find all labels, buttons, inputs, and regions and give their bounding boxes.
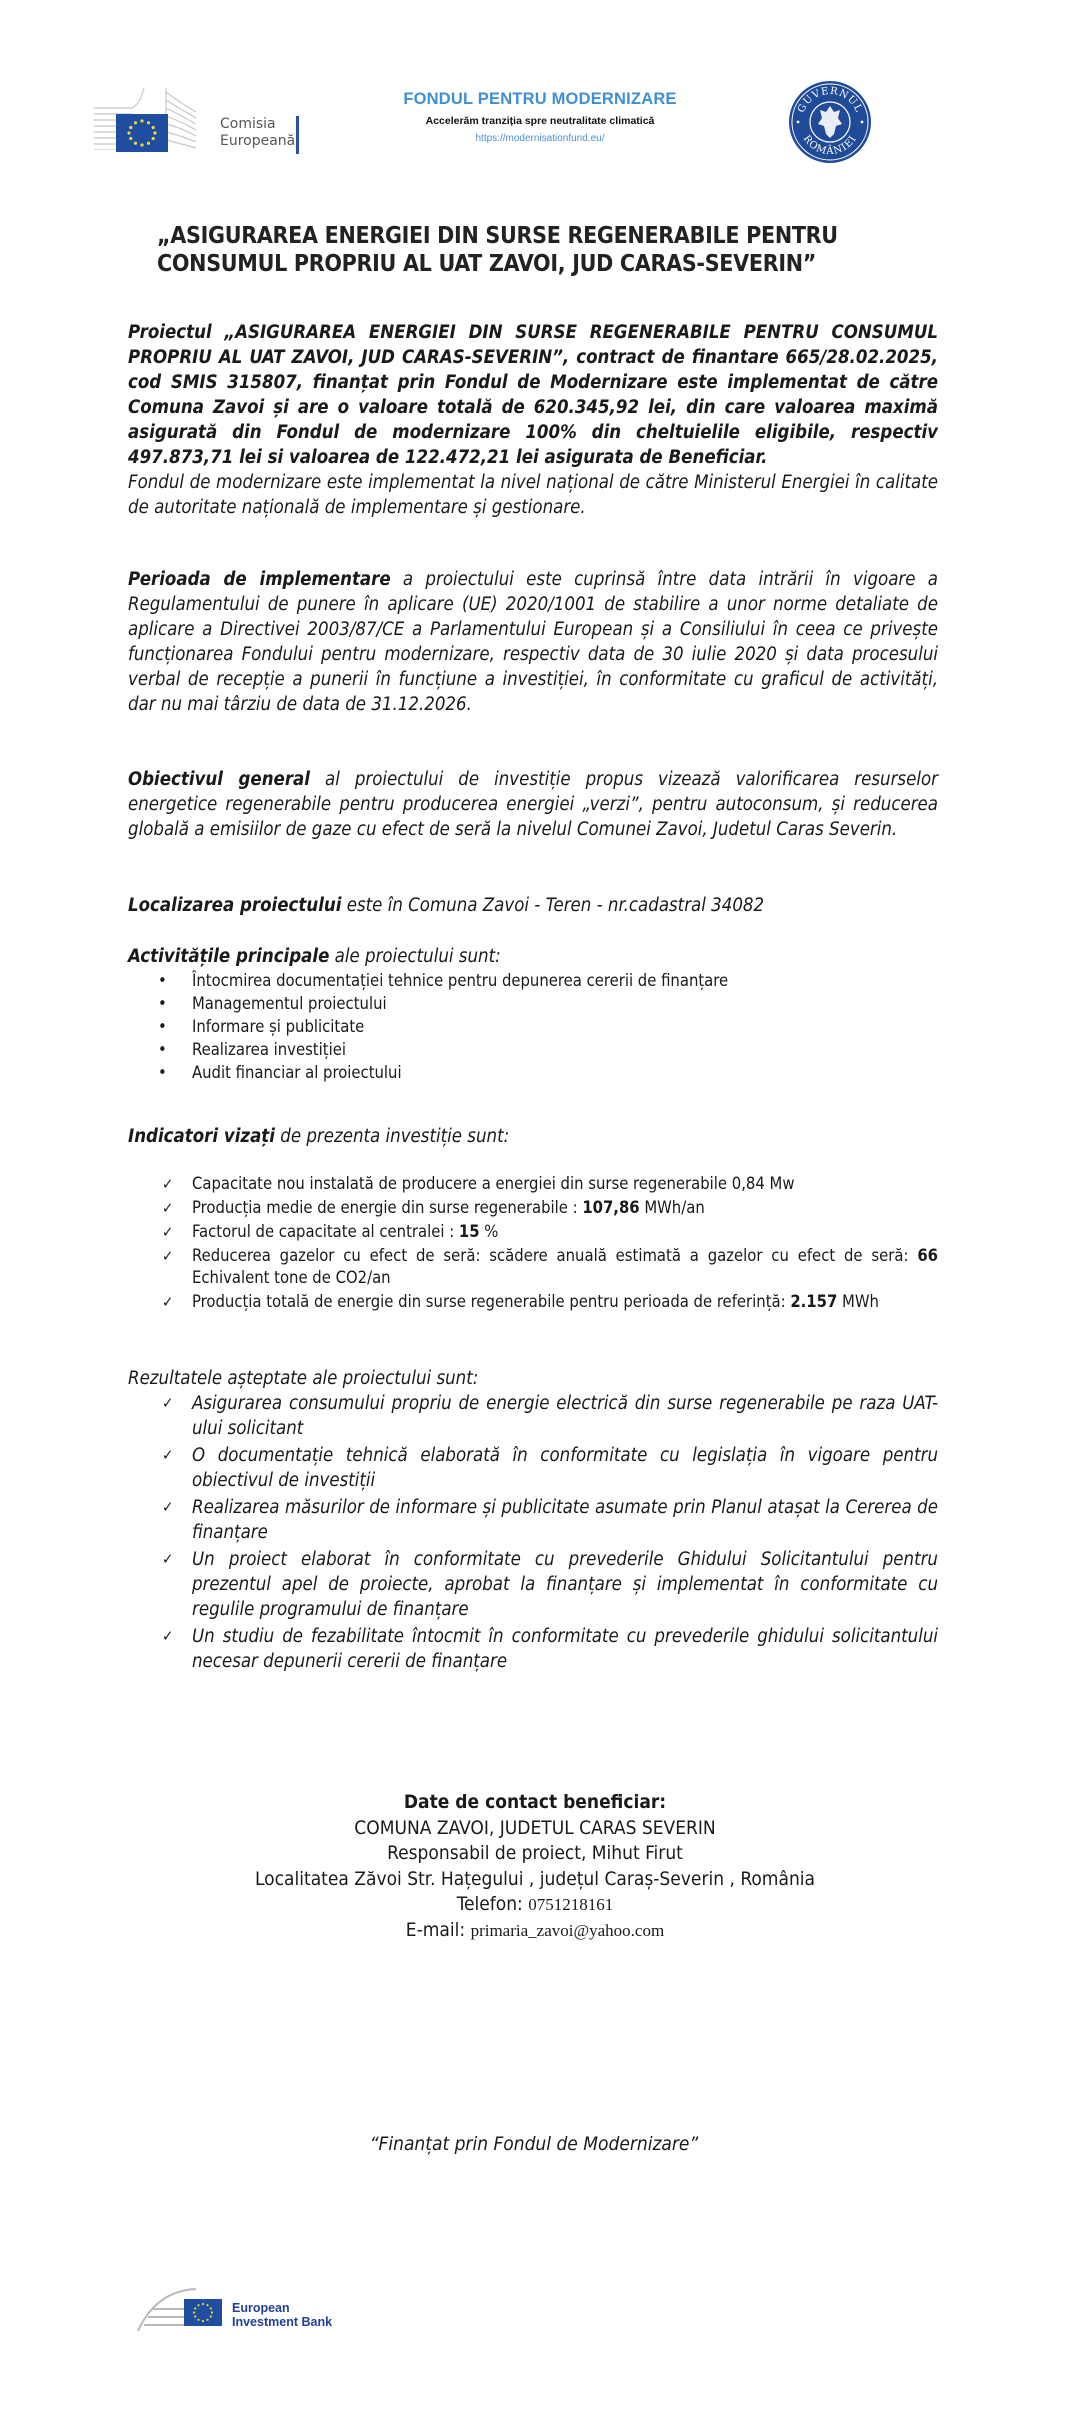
location-text: este în Comuna Zavoi - Teren - nr.cadastral 34082 [341, 895, 765, 916]
list-item: • Managementul proiectului [158, 994, 387, 1013]
fund-url-link[interactable]: https://modernisationfund.eu/ [475, 133, 605, 144]
location-section [128, 893, 938, 918]
list-item: ✓ O documentație tehnică elaborată în conformitate cu legislația în vigoare pentru obiectivul de investiții [162, 1445, 938, 1491]
implementation-section [128, 567, 938, 717]
funding-statement: “Finanțat prin Fondul de Modernizare” [369, 2133, 699, 2155]
document-title [157, 222, 917, 278]
results-list [128, 1391, 938, 1674]
eib-line1: European [232, 2301, 290, 2315]
checkmark-icon: ✓ [162, 1446, 174, 1464]
eib-logo-text [232, 2301, 332, 2329]
activities-heading [128, 944, 938, 969]
title-line-2: CONSUMUL PROPRIU AL UAT ZAVOI, JUD CARAS-SEVERIN” [157, 251, 817, 277]
contact-heading: Date de contact beneficiar: [403, 1791, 667, 1813]
romanian-government-seal [788, 80, 872, 164]
activities-list [128, 969, 938, 1084]
results-section [128, 1366, 938, 1676]
list-item: • Informare și publicitate [158, 1017, 365, 1036]
results-heading: Rezultatele așteptate ale proiectului sunt: [128, 1368, 479, 1389]
activities-suffix: ale proiectului sunt: [329, 946, 501, 967]
svg-text:ROMÂNIEI: ROMÂNIEI [800, 133, 860, 158]
list-item: ✓ Realizarea măsurilor de informare și publicitate asumate prin Planul atașat la Cererea de finanțare [162, 1497, 938, 1543]
fund-tagline: Accelerăm tranziția spre neutralitate climatică [425, 115, 655, 127]
intro-project-description: Proiectul „ASIGURAREA ENERGIEI DIN SURSE REGENERABILE PENTRU CONSUMUL PROPRIU AL UAT ZAVOI, JUD CARAS-SEVERIN”, contract de finantare 665/28.02.2025, cod SMIS 315807, finanțat prin Fondul de Modernizare este implementat de către Comuna Zavoi și are o valoare totală de 620.345,92 lei, din care valoarea maximă asigurată din Fondul de modernizare 100% din cheltuielile eligibile, respectiv 497.873,71 lei si valoarea de 122.472,21 lei asigurata de Beneficiar. [128, 322, 938, 468]
title-line-1: „ASIGURAREA ENERGIEI DIN SURSE REGENERABILE PENTRU [157, 223, 838, 249]
ec-logo-line1: Comisia [220, 116, 276, 132]
contact-email-row [120, 1918, 950, 1944]
list-item: ✓ Producția medie de energie din surse regenerabile : 107,86 MWh/an [162, 1198, 705, 1217]
eib-line2: Investment Bank [232, 2315, 333, 2329]
bullet-icon: • [158, 1040, 167, 1059]
checkmark-icon: ✓ [162, 1247, 174, 1265]
phone-number[interactable]: 0751218161 [528, 1895, 614, 1914]
checkmark-icon: ✓ [162, 1293, 174, 1311]
implementation-label: Perioada de implementare [128, 569, 391, 590]
contact-address: Localitatea Zăvoi Str. Hațegului , județul Caraș-Severin , România [255, 1867, 815, 1890]
eu-flag-icon [184, 2299, 222, 2326]
activities-section [128, 944, 938, 1084]
svg-text:GUVERNUL: GUVERNUL [795, 85, 865, 115]
checkmark-icon: ✓ [162, 1627, 174, 1645]
indicators-suffix: de prezenta investiție sunt: [274, 1126, 510, 1147]
list-item: ✓ Un proiect elaborat în conformitate cu prevederile Ghidului Solicitantului pentru prezentul apel de proiecte, aprobat la finanțare și implementat în conformitate cu regulile programului de finanțare [162, 1549, 938, 1620]
indicators-heading [128, 1124, 938, 1149]
fund-title: FONDUL PENTRU MODERNIZARE [403, 90, 677, 108]
list-item: ✓ Un studiu de fezabilitate întocmit în conformitate cu prevederile ghidului solicitantului necesar depunerii cererii de finanțare [162, 1626, 938, 1672]
government-seal-icon [788, 80, 872, 164]
checkmark-icon: ✓ [162, 1550, 174, 1568]
bullet-icon: • [158, 994, 167, 1013]
contact-section [120, 1790, 950, 1943]
indicators-section [128, 1124, 938, 1315]
list-item: ✓ Asigurarea consumului propriu de energie electrică din surse regenerabile pe raza UAT-ului solicitant [162, 1393, 938, 1439]
contact-responsible: Responsabil de proiect, Mihut Firut [387, 1842, 683, 1864]
email-link[interactable]: primaria_zavoi@yahoo.com [470, 1920, 665, 1940]
intro-fund-implementation: Fondul de modernizare este implementat la nivel național de către Ministerul Energiei în calitate de autoritate națională de implementare și gestionare. [128, 472, 938, 518]
list-item: • Întocmirea documentației tehnice pentru depunerea cererii de finanțare [158, 971, 729, 990]
list-item: • Audit financiar al proiectului [158, 1063, 402, 1082]
list-item: ✓ Reducerea gazelor cu efect de seră: scădere anuală estimată a gazelor cu efect de seră: 66 Echivalent tone de CO2/an [162, 1246, 938, 1287]
objective-section [128, 767, 938, 842]
indicators-list [128, 1173, 938, 1313]
intro-section [128, 320, 938, 520]
bullet-icon: • [158, 971, 167, 990]
checkmark-icon: ✓ [162, 1394, 174, 1412]
modernisation-fund-logo [380, 90, 700, 144]
contact-phone-row [120, 1892, 950, 1918]
list-item: ✓ Capacitate nou instalată de producere a energiei din surse regenerabile 0,84 Mw [162, 1174, 795, 1193]
phone-label: Telefon: [456, 1893, 529, 1915]
email-label: E-mail: [405, 1918, 471, 1941]
list-item: ✓ Factorul de capacitate al centralei : 15 % [162, 1222, 499, 1241]
ec-logo-divider [296, 116, 299, 154]
european-commission-logo [92, 88, 307, 160]
contact-beneficiary: COMUNA ZAVOI, JUDETUL CARAS SEVERIN [354, 1816, 716, 1839]
eib-logo [136, 2287, 356, 2337]
checkmark-icon: ✓ [162, 1223, 174, 1241]
ec-logo-text [220, 116, 295, 150]
objective-label: Obiectivul general [128, 769, 310, 790]
implementation-text: a proiectului este cuprinsă între data intrării în vigoare a Regulamentului de punere în aplicare (UE) 2020/1001 de stabilire a unor norme detaliate de aplicare a Directivei 2003/87/CE a Parlamentului European și a Consiliului în ceea ce privește funcționarea Fondului pentru modernizare, respectiv data de 30 iulie 2020 și data procesului verbal de recepție a punerii în funcțiune a investiției, în conformitate cu graficul de activități, dar nu mai târziu de data de 31.12.2026. [128, 569, 939, 715]
activities-label: Activitățile principale [128, 946, 330, 967]
checkmark-icon: ✓ [162, 1498, 174, 1516]
location-label: Localizarea proiectului [128, 895, 342, 916]
bullet-icon: • [158, 1017, 167, 1036]
list-item: ✓ Producția totală de energie din surse regenerabile pentru perioada de referință: 2.157 MWh [162, 1292, 879, 1311]
eu-flag-icon [116, 114, 168, 152]
bullet-icon: • [158, 1063, 167, 1082]
ec-logo-line2: Europeană [220, 133, 296, 149]
objective-text: al proiectului de investiție propus vizează valorificarea resurselor energetice regenerabile pentru producerea energiei „verzi”, pentru autoconsum, și reducerea globală a emisiilor de gaze cu efect de seră la nivelul Comunei Zavoi, Judetul Caras Severin. [128, 769, 938, 840]
checkmark-icon: ✓ [162, 1199, 174, 1217]
list-item: • Realizarea investiției [158, 1040, 346, 1059]
indicators-label: Indicatori vizați [128, 1126, 275, 1147]
checkmark-icon: ✓ [162, 1175, 174, 1193]
